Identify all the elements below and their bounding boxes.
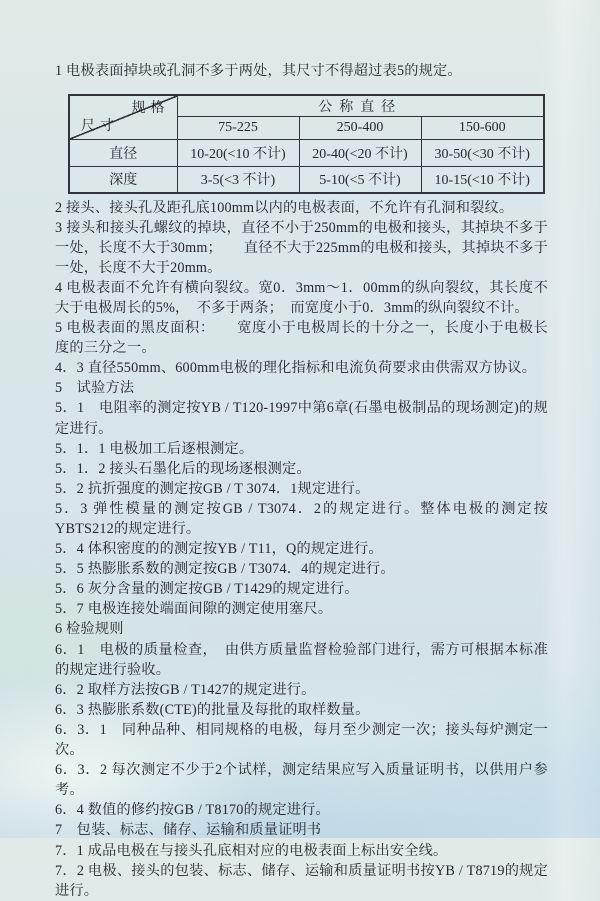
clause-5-1-1: 5．1．1 电极加工后逐根测定。 [55, 440, 254, 457]
span-header-nominal-diameter: 公称直径 [177, 95, 544, 117]
table-cell: 5-10(<5 不计) [299, 167, 421, 193]
corner-label-size: 尺寸 [81, 119, 119, 134]
table-row-diameter [69, 140, 544, 167]
clause-7-2: 7．2 电极、接头的包装、标志、储存、运输和质量证明书按YB / T8719的规定进行。 [55, 862, 548, 899]
clause-5-6: 5．6 灰分含量的测定按GB / T1429的规定进行。 [55, 581, 359, 598]
table-corner-cell [69, 95, 177, 140]
table-cell: 30-50(<30 不计) [421, 140, 544, 167]
row-label: 直径 [69, 140, 177, 167]
clause-7-1: 7．1 成品电极在与接头孔底相对应的电极表面上标出安全线。 [55, 842, 448, 859]
section-6-heading: 6 检验规则 [55, 621, 124, 638]
table-row-depth [69, 167, 544, 193]
section-5-heading: 5 试验方法 [55, 380, 135, 397]
clause-5-5: 5．5 热膨胀系数的测定按GB / T3074．4的规定进行。 [55, 561, 395, 578]
table-cell: 20-40(<20 不计) [299, 140, 421, 167]
section-7-heading: 7 包装、标志、储存、运输和质量证明书 [55, 822, 322, 839]
table-5 [68, 94, 545, 194]
clause-6-3: 6．3 热膨胀系数(CTE)的批量及每批的取样数量。 [55, 701, 370, 718]
table-cell: 3-5(<3 不计) [177, 167, 299, 193]
clause-1: 1 电极表面掉块或孔洞不多于两处，其尺寸不得超过表5的规定。 [55, 63, 462, 79]
clauses-block [55, 198, 548, 901]
clause-5-1-2: 5．1．2 接头石墨化后的现场逐根测定。 [55, 460, 311, 477]
clause-5-4: 5．4 体积密度的的测定按YB / T11，Q的规定进行。 [55, 541, 383, 558]
col-header: 75-225 [177, 117, 299, 140]
clause-5-1: 5．1 电阻率的测定按YB / T120-1997中第6章(石墨电极制品的现场测定)的规定进行。 [55, 400, 548, 437]
table-header-row-1 [69, 95, 544, 117]
clause-4: 4 电极表面不允许有横向裂纹。宽0．3mm～1．00mm的纵向裂纹，其长度不大于电极周长的5%， 不多于两条； 而宽度小于0．3mm的纵向裂纹不计。 [55, 279, 548, 316]
col-header: 150-600 [421, 117, 544, 140]
clause-6-1: 6．1 电极的质量检查， 由供方质量监督检验部门进行，需方可根据本标准的规定进行验收。 [55, 641, 548, 678]
document-content [55, 61, 548, 901]
clause-5-3: 5．3 弹性模量的测定按GB / T3074．2的规定进行。整体电极的测定按YBTS212的规定进行。 [55, 500, 548, 537]
clause-6-4: 6．4 数值的修约按GB / T8170的规定进行。 [55, 802, 330, 819]
clause-4-3: 4．3 直径550mm、600mm电极的理化指标和电流负荷要求由供需双方协议。 [55, 360, 537, 377]
clause-6-3-2: 6．3．2 每次测定不少于2个试样，测定结果应写入质量证明书，以供用户参考。 [55, 762, 548, 799]
clause-3: 3 接头和接头孔螺纹的掉块，直径不小于250mm的电极和接头，其掉块不多于一处，长度不大于30mm； 直径不大于225mm的电极和接头，其掉块不多于一处，长度不大于20mm。 [55, 219, 548, 276]
clause-5-2: 5．2 抗折强度的测定按GB / T 3074．1规定进行。 [55, 480, 370, 497]
row-label: 深度 [69, 167, 177, 193]
clause-5-7: 5．7 电极连接处端面间隙的测定使用塞尺。 [55, 601, 333, 618]
clause-5: 5 电极表面的黑皮面积： 宽度小于电极周长的十分之一，长度小于电极长度的三分之一。 [55, 320, 548, 357]
col-header: 250-400 [299, 117, 421, 140]
table-cell: 10-20(<10 不计) [177, 140, 299, 167]
clause-2: 2 接头、接头孔及距孔底100mm以内的电极表面，不允许有孔洞和裂纹。 [55, 199, 514, 216]
clause-6-2: 6．2 取样方法按GB / T1427的规定进行。 [55, 681, 316, 698]
table-cell: 10-15(<10 不计) [421, 167, 544, 193]
clause-6-3-1: 6．3．1 同种品种、相同规格的电极，每月至少测定一次；接头每炉测定一次。 [55, 721, 548, 759]
corner-label-spec: 规格 [131, 101, 170, 116]
